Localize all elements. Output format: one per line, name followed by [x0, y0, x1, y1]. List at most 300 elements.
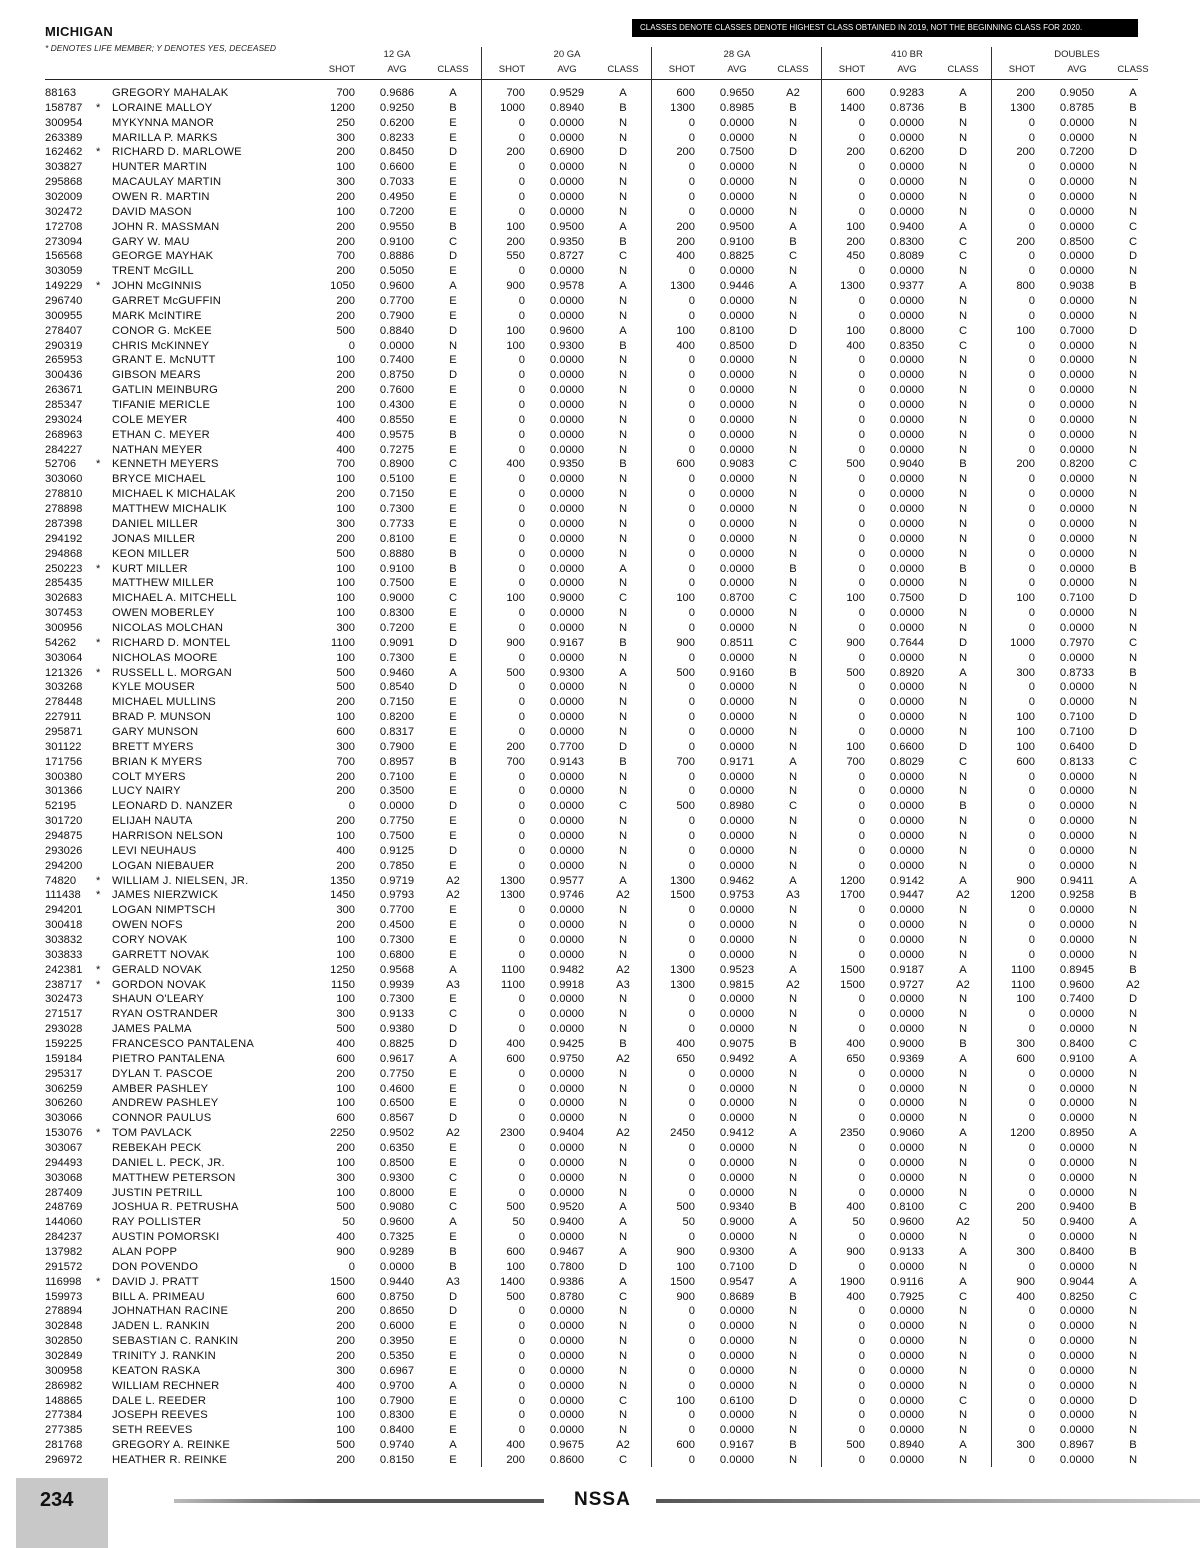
member-id: 302849 [45, 1350, 83, 1363]
avg-value: 0.0000 [719, 933, 755, 946]
class-value: N [618, 1156, 628, 1169]
shot-value: 0 [858, 711, 865, 724]
class-value: N [618, 621, 628, 634]
class-value: B [1129, 562, 1137, 575]
class-value: N [618, 488, 628, 501]
avg-value: 0.8133 [1059, 755, 1095, 768]
avg-value: 0.8967 [1059, 1439, 1095, 1452]
avg-value: 0.0000 [1059, 220, 1095, 233]
shot-value: 0 [1028, 1023, 1035, 1036]
avg-value: 0.9550 [379, 220, 415, 233]
table-row [0, 621, 1200, 636]
shot-value: 0 [858, 116, 865, 129]
avg-value: 0.0000 [549, 681, 585, 694]
class-value: N [618, 829, 628, 842]
avg-value: 0.9160 [719, 666, 755, 679]
avg-value: 0.9446 [719, 280, 755, 293]
class-value: N [958, 1186, 968, 1199]
class-value: B [449, 1260, 457, 1273]
class-value: B [789, 1290, 797, 1303]
shot-value: 0 [518, 1023, 525, 1036]
avg-value: 0.6600 [379, 161, 415, 174]
class-value: N [958, 919, 968, 932]
shot-value: 1150 [330, 978, 355, 991]
shot-value: 0 [688, 919, 695, 932]
shot-value: 0 [688, 1142, 695, 1155]
class-value: E [449, 1231, 457, 1244]
shot-value: 400 [506, 1038, 525, 1050]
shooter-name: SEBASTIAN C. RANKIN [112, 1335, 239, 1348]
table-row [0, 874, 1200, 889]
table-row [0, 740, 1200, 755]
class-value: N [618, 1067, 628, 1080]
shooter-name: GREGORY A. REINKE [112, 1439, 231, 1452]
shot-value: 0 [518, 607, 525, 620]
shot-value: 200 [1016, 87, 1035, 99]
avg-value: 0.0000 [1059, 1082, 1095, 1095]
avg-value: 0.0000 [549, 1305, 585, 1318]
class-value: N [958, 369, 968, 382]
avg-value: 0.7100 [1059, 711, 1095, 724]
avg-value: 0.9727 [889, 978, 925, 991]
class-value: E [449, 399, 457, 412]
shot-value: 0 [858, 577, 865, 590]
class-value: N [958, 1171, 968, 1184]
avg-value: 0.0000 [889, 607, 925, 620]
avg-value: 0.0000 [719, 517, 755, 530]
avg-value: 0.0000 [1059, 1156, 1095, 1169]
shot-value: 900 [336, 1246, 355, 1259]
class-value: E [449, 1424, 457, 1437]
shooter-name: LORAINE MALLOY [112, 101, 213, 114]
shot-value: 0 [688, 681, 695, 694]
class-value: A3 [446, 1275, 460, 1288]
shooter-table [0, 86, 1200, 1468]
avg-value: 0.0000 [1059, 1409, 1095, 1422]
class-value: N [958, 651, 968, 664]
class-value: N [958, 1409, 968, 1422]
avg-value: 0.0000 [889, 1156, 925, 1169]
avg-value: 0.0000 [719, 205, 755, 218]
class-value: N [958, 1320, 968, 1333]
table-row [0, 784, 1200, 799]
class-value: N [618, 904, 628, 917]
class-value: N [618, 265, 628, 278]
avg-value: 0.7275 [379, 443, 415, 456]
shot-value: 0 [688, 1231, 695, 1244]
avg-value: 0.0000 [549, 904, 585, 917]
avg-value: 0.9600 [379, 280, 415, 293]
member-id: 281768 [45, 1439, 83, 1452]
shot-value: 0 [518, 1394, 525, 1407]
class-value: N [958, 1082, 968, 1095]
class-value: N [788, 1335, 798, 1348]
avg-value: 0.0000 [549, 295, 585, 308]
avg-value: 0.8736 [889, 101, 925, 114]
shot-value: 0 [688, 443, 695, 456]
class-value: A [449, 1052, 457, 1065]
shooter-name: TIFANIE MERICLE [112, 399, 211, 412]
class-value: C [448, 1201, 458, 1214]
class-value: N [788, 191, 798, 204]
avg-value: 0.0000 [549, 1067, 585, 1080]
shooter-name: AUSTIN POMORSKI [112, 1231, 220, 1244]
table-row [0, 1022, 1200, 1037]
avg-value: 0.0000 [889, 1142, 925, 1155]
class-value: D [448, 636, 458, 649]
class-value: N [618, 1097, 628, 1110]
avg-value: 0.0000 [1059, 161, 1095, 174]
avg-value: 0.7150 [379, 696, 415, 709]
member-id: 294875 [45, 829, 83, 842]
class-value: B [619, 1038, 627, 1050]
life-member-mark: * [96, 280, 101, 293]
shot-value: 0 [858, 161, 865, 174]
shot-value: 0 [1028, 1231, 1035, 1244]
class-value: A [1129, 87, 1137, 99]
shot-value: 0 [858, 1023, 865, 1036]
shooter-name: BRAD P. MUNSON [112, 711, 211, 724]
class-value: N [1128, 205, 1138, 218]
member-id: 227911 [45, 711, 82, 724]
shot-value: 0 [1028, 116, 1035, 129]
avg-value: 0.0000 [719, 1112, 755, 1125]
shot-value: 0 [518, 993, 525, 1006]
shot-value: 0 [858, 1156, 865, 1169]
shot-value: 900 [846, 1246, 865, 1259]
class-value: N [618, 1008, 628, 1021]
class-value: D [1128, 250, 1138, 263]
class-value: B [619, 636, 627, 649]
shot-value: 2250 [330, 1127, 355, 1140]
avg-value: 0.0000 [889, 711, 925, 724]
shot-value: 0 [858, 443, 865, 456]
class-value: B [789, 666, 797, 679]
class-value: N [618, 295, 628, 308]
shooter-name: SHAUN O'LEARY [112, 993, 205, 1006]
member-id: 278898 [45, 503, 83, 516]
shooter-name: RAY POLLISTER [112, 1216, 202, 1229]
member-id: 296972 [45, 1454, 83, 1467]
class-value: N [1128, 785, 1138, 798]
class-value: N [788, 116, 798, 129]
avg-value: 0.9000 [549, 592, 585, 605]
class-value: N [1128, 473, 1138, 486]
class-value: N [958, 428, 968, 441]
shot-value: 0 [1028, 1305, 1035, 1318]
shot-value: 0 [858, 1112, 865, 1125]
avg-value: 0.0000 [889, 1409, 925, 1422]
avg-value: 0.0000 [1059, 844, 1095, 857]
shooter-name: MARILLA P. MARKS [112, 131, 218, 144]
class-value: E [449, 1142, 457, 1155]
class-value: N [618, 1409, 628, 1422]
member-id: 295868 [45, 176, 83, 189]
class-value: C [618, 250, 628, 263]
class-value: N [788, 770, 798, 783]
shooter-name: ALAN POPP [112, 1246, 178, 1259]
shooter-name: JAMES NIERZWICK [112, 889, 219, 902]
shot-value: 0 [858, 1335, 865, 1348]
shooter-name: NICOLAS MOLCHAN [112, 621, 224, 634]
shooter-name: BRYCE MICHAEL [112, 473, 206, 486]
shot-value: 200 [336, 369, 355, 382]
class-value: E [449, 161, 457, 174]
avg-value: 0.0000 [1059, 1008, 1095, 1021]
table-row [0, 695, 1200, 710]
shot-value: 1500 [840, 978, 865, 991]
avg-value: 0.0000 [549, 1335, 585, 1348]
class-value: A [449, 1439, 457, 1452]
shooter-name: GERALD NOVAK [112, 963, 202, 976]
class-value: E [449, 1454, 457, 1467]
class-value: N [958, 904, 968, 917]
shot-value: 200 [336, 1350, 355, 1363]
class-value: N [958, 1260, 968, 1273]
class-value: E [449, 473, 457, 486]
class-value: B [959, 1038, 967, 1050]
avg-value: 0.0000 [1059, 815, 1095, 828]
shot-value: 0 [858, 532, 865, 545]
shot-value: 200 [336, 859, 355, 872]
class-value: D [448, 844, 458, 857]
avg-value: 0.0000 [1059, 265, 1095, 278]
shot-value: 0 [518, 725, 525, 738]
avg-value: 0.0000 [889, 829, 925, 842]
class-value: N [788, 948, 798, 961]
table-row [0, 1126, 1200, 1141]
avg-value: 0.8350 [889, 339, 925, 352]
class-value: N [958, 725, 968, 738]
member-id: 238717 [45, 978, 83, 991]
member-id: 293026 [45, 844, 83, 857]
shot-value: 0 [858, 1409, 865, 1422]
class-value: B [1129, 280, 1137, 293]
shooter-name: JOSHUA R. PETRUSHA [112, 1201, 239, 1214]
class-value: N [1128, 1231, 1138, 1244]
avg-value: 0.8785 [1059, 101, 1095, 114]
class-value: A [959, 87, 967, 99]
shot-value: 1500 [670, 1275, 695, 1288]
class-value: B [789, 1439, 797, 1452]
class-value: E [449, 532, 457, 545]
class-value: N [1128, 191, 1138, 204]
table-row [0, 249, 1200, 264]
class-value: A2 [956, 1216, 970, 1229]
member-id: 137982 [45, 1246, 83, 1259]
avg-value: 0.0000 [719, 1008, 755, 1021]
shot-value: 300 [336, 1364, 355, 1377]
avg-value: 0.4950 [379, 191, 415, 204]
avg-value: 0.0000 [719, 829, 755, 842]
class-value: A [789, 1127, 797, 1140]
shot-value: 0 [1028, 1335, 1035, 1348]
table-row [0, 1186, 1200, 1201]
avg-value: 0.9750 [549, 1052, 585, 1065]
member-id: 285347 [45, 399, 83, 412]
class-value: A [449, 963, 457, 976]
avg-value: 0.7850 [379, 859, 415, 872]
avg-value: 0.9520 [549, 1201, 585, 1214]
class-value: N [958, 859, 968, 872]
shot-value: 0 [858, 1364, 865, 1377]
class-value: N [788, 295, 798, 308]
avg-value: 0.9719 [379, 874, 415, 887]
class-value: C [958, 1394, 968, 1407]
shooter-name: JOSEPH REEVES [112, 1409, 208, 1422]
avg-value: 0.0000 [549, 1171, 585, 1184]
shot-value: 0 [518, 1067, 525, 1080]
shooter-name: ETHAN C. MEYER [112, 428, 210, 441]
shot-value: 0 [518, 399, 525, 412]
avg-value: 0.6200 [379, 116, 415, 129]
class-value: N [618, 1335, 628, 1348]
table-row [0, 1230, 1200, 1245]
class-value: N [1128, 1409, 1138, 1422]
avg-value: 0.9380 [379, 1023, 415, 1036]
avg-value: 0.9467 [549, 1246, 585, 1259]
shot-value: 2300 [500, 1127, 525, 1140]
avg-value: 0.6800 [379, 948, 415, 961]
avg-header: AVG [727, 64, 747, 75]
shot-value: 0 [518, 1156, 525, 1169]
shot-value: 100 [1016, 993, 1035, 1006]
class-value: D [448, 1305, 458, 1318]
avg-value: 0.0000 [719, 1305, 755, 1318]
shot-value: 0 [1028, 1364, 1035, 1377]
class-value: A2 [446, 1127, 460, 1140]
member-id: 302848 [45, 1320, 83, 1333]
shot-value: 1700 [840, 889, 865, 902]
shot-value: 0 [858, 1454, 865, 1467]
avg-value: 0.0000 [719, 1379, 755, 1392]
shot-value: 200 [336, 384, 355, 397]
shot-value: 100 [336, 933, 355, 946]
shot-value: 0 [1028, 399, 1035, 412]
shot-value: 0 [1028, 1320, 1035, 1333]
shot-value: 0 [1028, 844, 1035, 857]
class-value: D [788, 324, 798, 337]
avg-value: 0.4600 [379, 1082, 415, 1095]
shot-value: 0 [858, 191, 865, 204]
shot-value: 500 [506, 666, 525, 679]
shooter-name: TRENT McGILL [112, 265, 194, 278]
class-value: B [619, 235, 627, 248]
state-title: MICHIGAN [45, 24, 114, 39]
avg-value: 0.0000 [549, 933, 585, 946]
avg-value: 0.0000 [1059, 488, 1095, 501]
class-value: B [619, 755, 627, 768]
class-value: N [618, 176, 628, 189]
shot-value: 0 [1028, 176, 1035, 189]
class-value: N [958, 488, 968, 501]
table-row [0, 1319, 1200, 1334]
class-value: C [1128, 235, 1138, 248]
class-value: N [958, 1023, 968, 1036]
avg-value: 0.0000 [719, 503, 755, 516]
class-value: A [449, 280, 457, 293]
class-value: N [618, 205, 628, 218]
avg-value: 0.9133 [889, 1246, 925, 1259]
shot-value: 100 [1016, 725, 1035, 738]
shot-value: 900 [846, 636, 865, 649]
class-value: N [788, 1186, 798, 1199]
shooter-name: HARRISON NELSON [112, 829, 224, 842]
avg-value: 0.0000 [719, 265, 755, 278]
class-value: A2 [956, 889, 970, 902]
avg-value: 0.0000 [549, 829, 585, 842]
class-value: C [1128, 1038, 1138, 1050]
shot-value: 0 [858, 1186, 865, 1199]
member-id: 294493 [45, 1156, 83, 1169]
shot-value: 50 [342, 1216, 355, 1229]
avg-value: 0.8957 [379, 755, 415, 768]
class-value: A [789, 1275, 797, 1288]
avg-value: 0.0000 [719, 384, 755, 397]
avg-value: 0.0000 [719, 1186, 755, 1199]
shot-value: 650 [676, 1052, 695, 1065]
page-number: 234 [40, 1489, 74, 1511]
shot-value: 0 [858, 651, 865, 664]
shooter-name: OWEN MOBERLEY [112, 607, 215, 620]
class-value: C [958, 339, 968, 352]
avg-value: 0.0000 [1059, 1171, 1095, 1184]
shot-value: 50 [682, 1216, 695, 1229]
class-value: B [789, 562, 797, 575]
class-value: N [958, 309, 968, 322]
shot-value: 0 [688, 517, 695, 530]
avg-value: 0.0000 [889, 309, 925, 322]
shooter-name: KENNETH MEYERS [112, 458, 219, 471]
avg-value: 0.7700 [379, 904, 415, 917]
class-value: C [1128, 636, 1138, 649]
table-row [0, 517, 1200, 532]
class-value: C [448, 235, 458, 248]
avg-value: 0.0000 [889, 681, 925, 694]
avg-header: AVG [557, 64, 577, 75]
shot-value: 500 [336, 681, 355, 694]
shot-value: 0 [518, 577, 525, 590]
avg-value: 0.8567 [379, 1112, 415, 1125]
shot-value: 0 [518, 547, 525, 560]
shot-value: 1000 [1010, 636, 1035, 649]
shot-value: 0 [518, 621, 525, 634]
avg-value: 0.0000 [889, 770, 925, 783]
class-value: B [1129, 889, 1137, 902]
shot-value: 600 [336, 1112, 355, 1125]
avg-value: 0.7900 [379, 1394, 415, 1407]
member-id: 303060 [45, 473, 83, 486]
shot-value: 0 [858, 621, 865, 634]
shooter-name: LEVI NEUHAUS [112, 844, 197, 857]
avg-value: 0.9125 [379, 844, 415, 857]
avg-value: 0.0000 [1059, 1305, 1095, 1318]
class-value: N [958, 1067, 968, 1080]
avg-value: 0.8233 [379, 131, 415, 144]
class-value: N [788, 1424, 798, 1437]
avg-value: 0.8000 [889, 324, 925, 337]
class-value: N [788, 1112, 798, 1125]
avg-value: 0.0000 [719, 1142, 755, 1155]
class-value: N [1128, 770, 1138, 783]
member-id: 242381 [45, 963, 83, 976]
shot-value: 0 [688, 1320, 695, 1333]
avg-value: 0.0000 [719, 562, 755, 575]
shot-value: 0 [688, 547, 695, 560]
avg-value: 0.0000 [1059, 443, 1095, 456]
life-member-mark: * [96, 963, 101, 976]
class-value: A [619, 280, 627, 293]
